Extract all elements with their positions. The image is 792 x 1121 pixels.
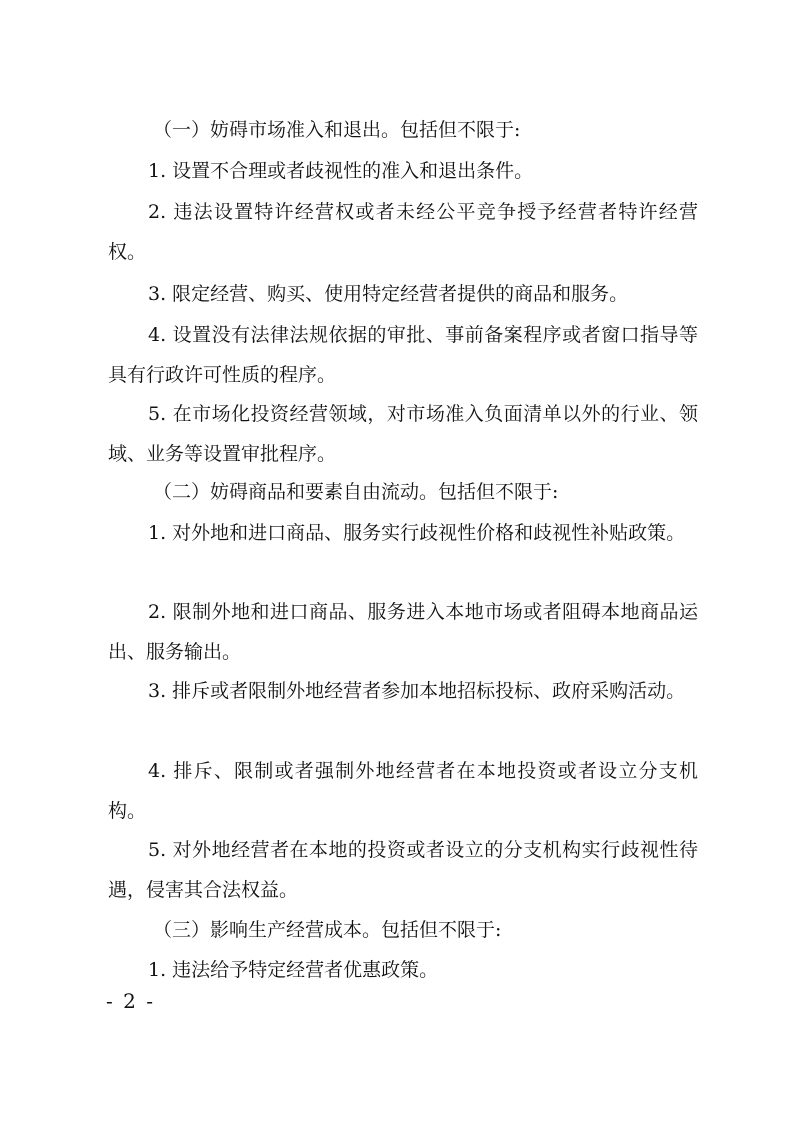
section-2-item-1: 1. 对外地和进口商品、服务实行歧视性价格和歧视性补贴政策。 [148,522,686,544]
section-1-heading: （一）妨碍市场准入和退出。包括但不限于: [153,119,521,141]
section-1-item-1: 1. 设置不合理或者歧视性的准入和退出条件。 [148,160,534,182]
section-2-item-3: 3. 排斥或者限制外地经营者参加本地招标投标、政府采购活动。 [148,680,686,702]
section-2-heading: （二）妨碍商品和要素自由流动。包括但不限于: [153,481,559,503]
page-number: - 2 - [106,989,155,1013]
section-3-item-1: 1. 违法给予特定经营者优惠政策。 [148,959,439,981]
section-1-item-4: 4. 设置没有法律法规依据的审批、事前备案程序或者窗口指导等具有行政许可性质的程序。 [108,324,698,386]
section-2-item-2: 2. 限制外地和进口商品、服务进入本地市场或者阻碍本地商品运出、服务输出。 [108,601,698,663]
section-1-item-2: 2. 违法设置特许经营权或者未经公平竞争授予经营者特许经营权。 [108,201,698,263]
section-1-item-5: 5. 在市场化投资经营领域，对市场准入负面清单以外的行业、领域、业务等设置审批程序。 [108,403,698,465]
section-3-heading: （三）影响生产经营成本。包括但不限于: [153,919,502,941]
section-1-item-3: 3. 限定经营、购买、使用特定经营者提供的商品和服务。 [148,283,629,305]
section-2-item-4: 4. 排斥、限制或者强制外地经营者在本地投资或者设立分支机构。 [108,760,698,822]
section-2-item-5: 5. 对外地经营者在本地的投资或者设立的分支机构实行歧视性待遇，侵害其合法权益。 [108,839,698,901]
